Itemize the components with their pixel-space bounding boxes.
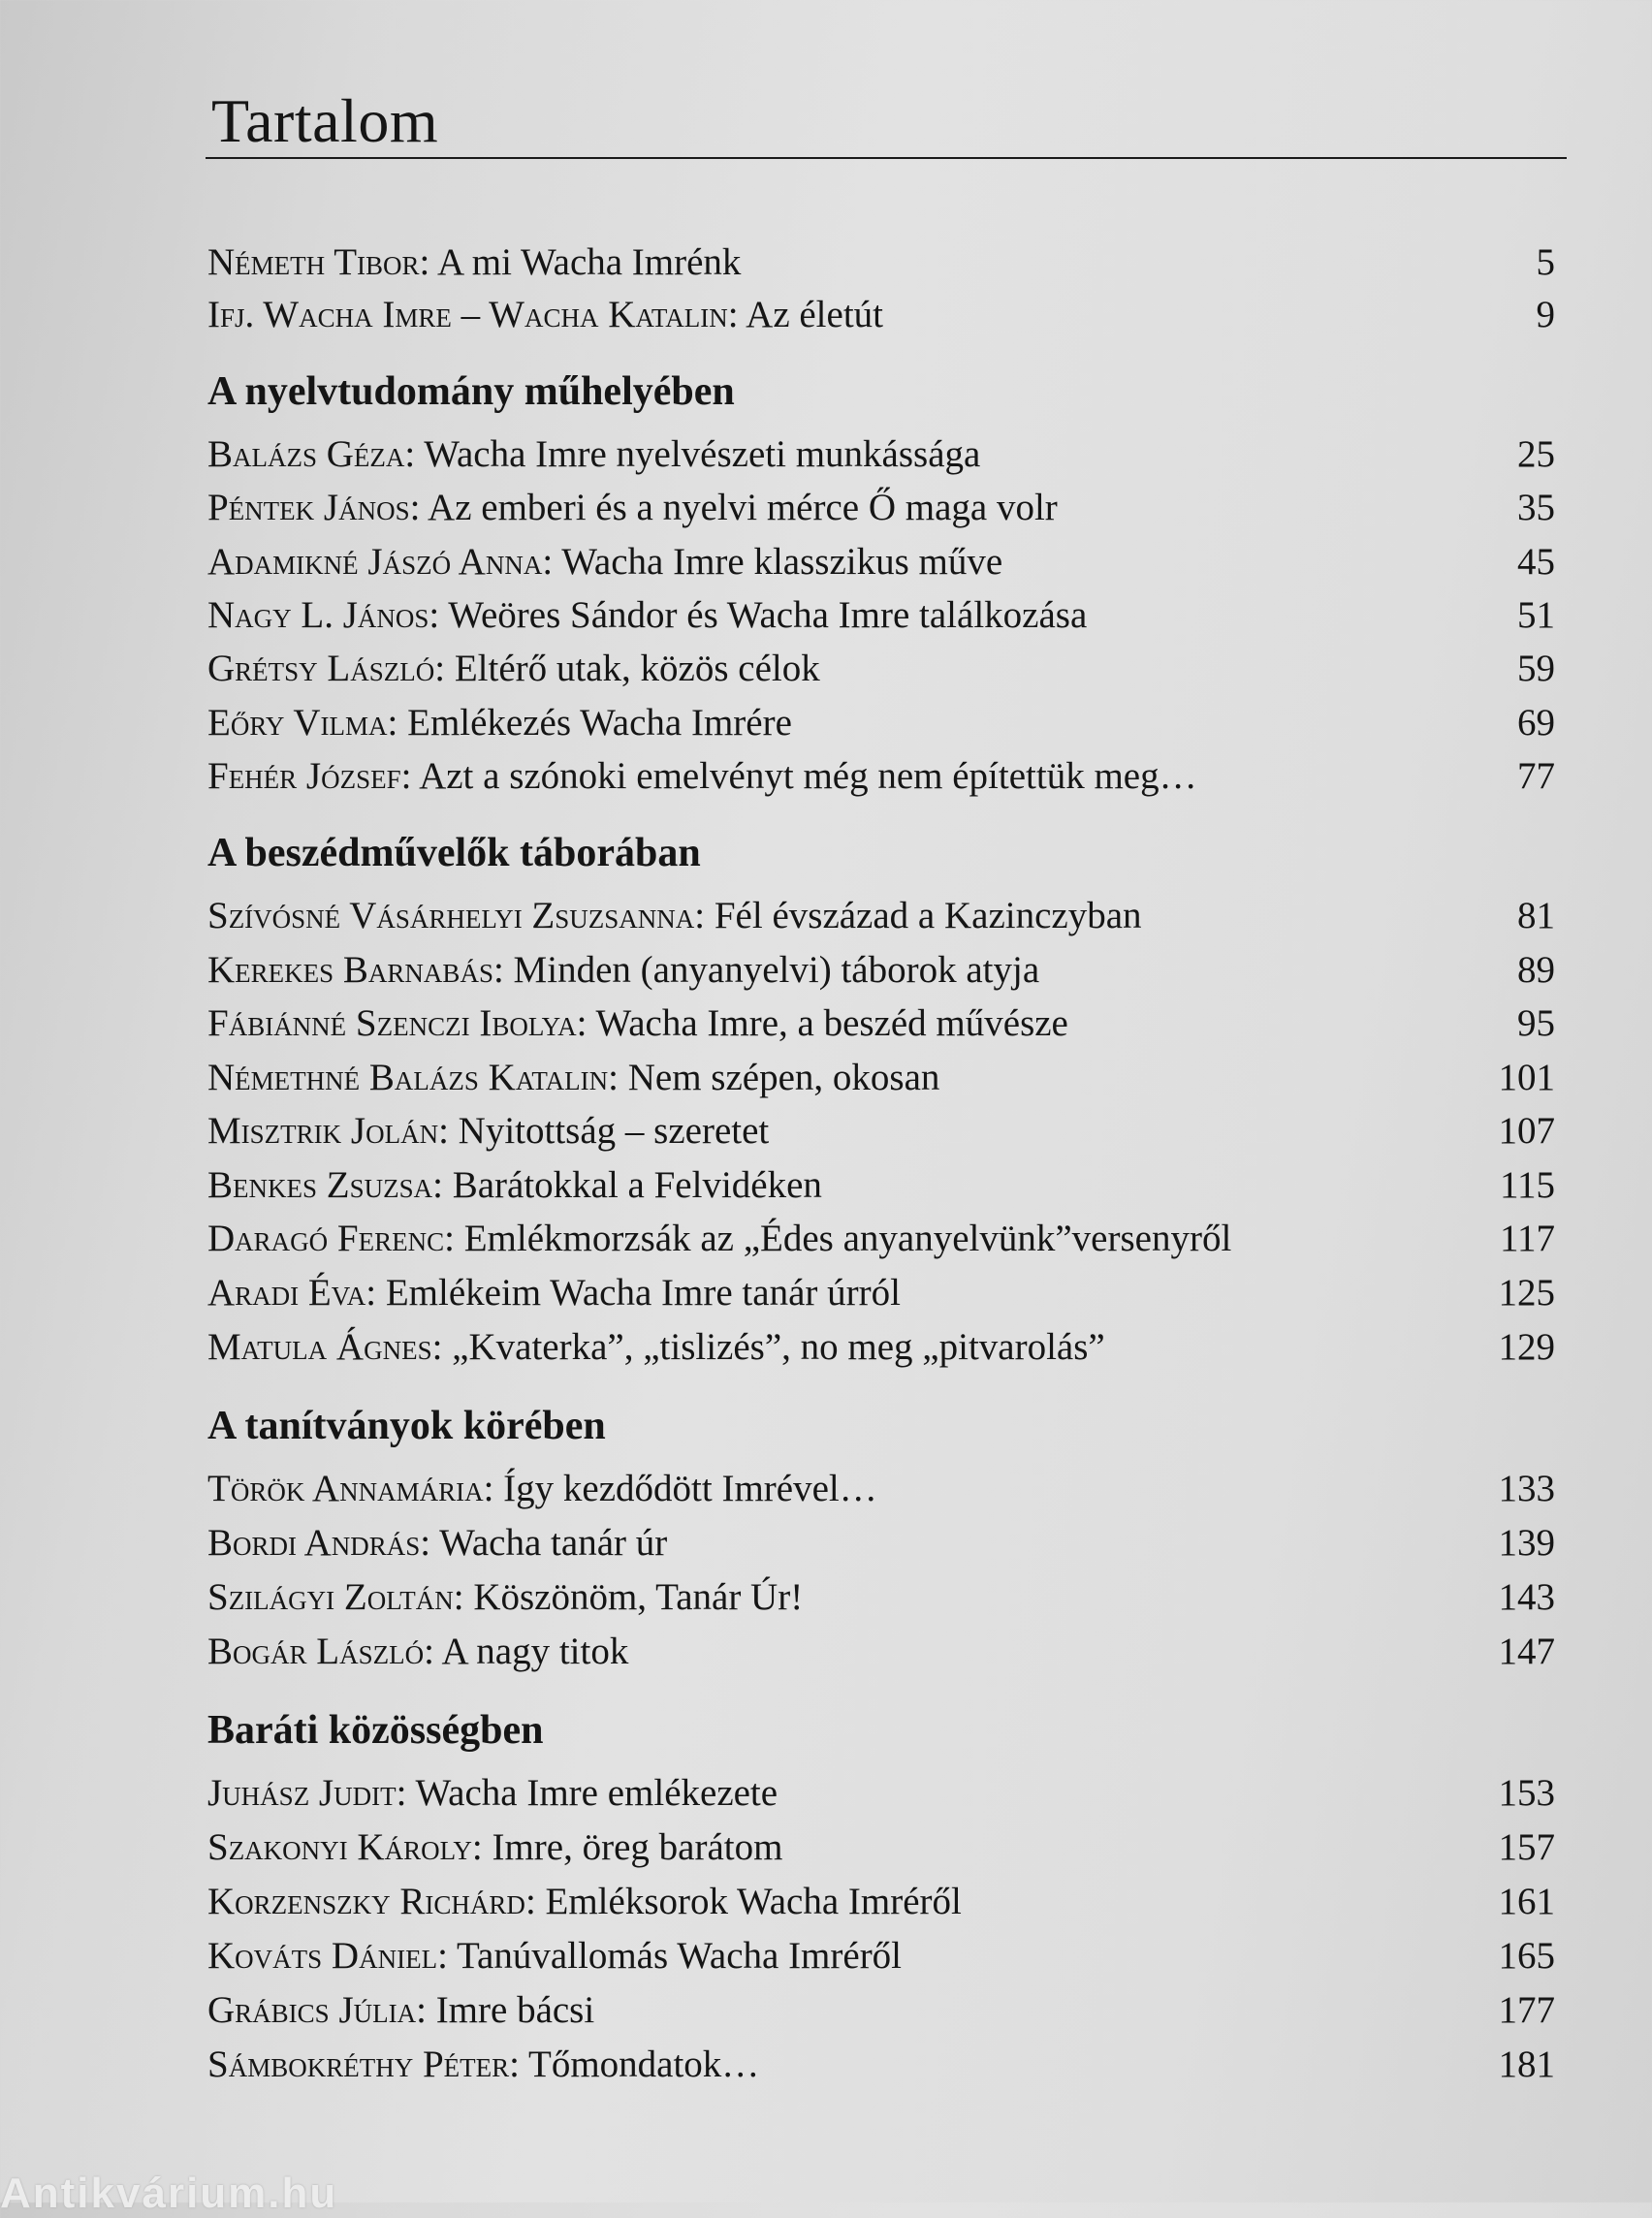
entry-author: Németh Tibor (207, 241, 420, 283)
entry-author: Bordi András (207, 1522, 421, 1564)
entry-author: Aradi Éva (207, 1272, 366, 1314)
toc-entry (207, 1625, 1555, 1679)
entry-title: : Wacha Imre klasszikus műve (542, 541, 1003, 583)
entry-title: : Fél évszázad a Kazinczyban (694, 895, 1142, 936)
entry-title: : Wacha tanár úr (420, 1522, 668, 1564)
entry-page: 51 (1517, 594, 1555, 636)
toc-entry (207, 288, 1555, 342)
entry-author: Misztrik Jolán (207, 1110, 439, 1152)
entry-author: Balázs Géza (207, 433, 405, 475)
entry-title: : Emléksorok Wacha Imréről (524, 1881, 962, 1922)
entry-author: Grábics Júlia (207, 1989, 417, 2031)
entry-author: Fábiánné Szenczi Ibolya (207, 1002, 577, 1044)
toc-entry (207, 749, 1555, 804)
entry-author: Török Annamária (207, 1468, 484, 1509)
entry-title: : Az emberi és a nyelvi mérce Ő maga volr (409, 487, 1058, 528)
toc-entry (207, 1266, 1555, 1320)
toc-entry (207, 1516, 1555, 1570)
entry-author: Daragó Ferenc (207, 1218, 445, 1259)
entry-title: : Azt a szónoki emelvényt még nem építettük meg… (400, 755, 1197, 797)
entry-page: 35 (1517, 487, 1555, 528)
entry-page: 165 (1498, 1935, 1555, 1977)
entry-page: 161 (1498, 1881, 1555, 1922)
entry-page: 69 (1517, 702, 1555, 744)
entry-author: Szívósné Vásárhelyi Zsuzsanna (207, 895, 695, 936)
entry-author: Matula Ágnes (207, 1326, 432, 1368)
entry-title: : Tanúvallomás Wacha Imréről (437, 1935, 903, 1977)
entry-author: Nagy L. János (207, 594, 429, 636)
entry-author: Grétsy László (207, 648, 435, 689)
page-title: Tartalom (211, 86, 439, 155)
entry-title: : Nem szépen, okosan (608, 1057, 940, 1098)
toc-entry (207, 997, 1555, 1051)
entry-page: 107 (1498, 1110, 1555, 1152)
entry-page: 81 (1517, 895, 1555, 936)
toc-entry (207, 1983, 1555, 2038)
toc-entry (207, 1821, 1555, 1875)
entry-page: 89 (1517, 949, 1555, 991)
entry-title: : A mi Wacha Imrénk (419, 241, 742, 283)
entry-author: Némethné Balázs Katalin (207, 1057, 609, 1098)
toc-entry (207, 1212, 1555, 1266)
entry-author: Benkes Zsuzsa (207, 1164, 433, 1206)
entry-page: 59 (1517, 648, 1555, 689)
toc-entry (207, 1051, 1555, 1105)
entry-title: : Imre bácsi (416, 1989, 595, 2031)
entry-author: Ifj. Wacha Imre – Wacha Katalin (207, 294, 728, 335)
entry-author: Korzenszky Richárd (207, 1881, 525, 1922)
entry-page: 139 (1498, 1522, 1555, 1564)
entry-title: : Emlékeim Wacha Imre tanár úrról (365, 1272, 901, 1314)
entry-page: 153 (1498, 1772, 1555, 1814)
entry-page: 25 (1517, 433, 1555, 475)
toc-entry (207, 236, 1555, 290)
entry-page: 133 (1498, 1468, 1555, 1509)
toc-entry (207, 642, 1555, 696)
entry-page: 117 (1499, 1218, 1555, 1259)
section-heading: A tanítványok körében (207, 1404, 606, 1448)
entry-title: : Nyitottság – szeretet (438, 1110, 770, 1152)
entry-title: : A nagy titok (424, 1631, 629, 1672)
entry-page: 181 (1498, 2044, 1555, 2085)
entry-page: 129 (1498, 1326, 1555, 1368)
entry-author: Szilágyi Zoltán (207, 1576, 454, 1618)
title-rule (206, 157, 1567, 159)
entry-page: 101 (1498, 1057, 1555, 1098)
entry-title: : Weöres Sándor és Wacha Imre találkozása (429, 594, 1088, 636)
toc-entry (207, 1570, 1555, 1625)
toc-entry (207, 889, 1555, 943)
entry-page: 45 (1517, 541, 1555, 583)
entry-page: 77 (1517, 755, 1555, 797)
entry-author: Kerekes Barnabás (207, 949, 493, 991)
entry-author: Fehér József (207, 755, 401, 797)
toc-entry (207, 943, 1555, 998)
entry-title: : Eltérő utak, közös célok (434, 648, 820, 689)
entry-author: Kováts Dániel (207, 1935, 438, 1977)
entry-page: 143 (1498, 1576, 1555, 1618)
toc-entry (207, 1104, 1555, 1158)
toc-entry (207, 696, 1555, 750)
toc-entry (207, 1875, 1555, 1929)
entry-page: 5 (1536, 241, 1555, 283)
entry-page: 147 (1498, 1631, 1555, 1672)
entry-title: : „Kvaterka”, „tislizés”, no meg „pitvarolás” (431, 1326, 1105, 1368)
toc-entry (207, 588, 1555, 643)
entry-title: : Így kezdődött Imrével… (483, 1468, 877, 1509)
entry-author: Adamikné Jászó Anna (207, 541, 543, 583)
entry-title: : Wacha Imre, a beszéd művésze (576, 1002, 1068, 1044)
entry-author: Eőry Vilma (207, 702, 388, 744)
entry-page: 177 (1498, 1989, 1555, 2031)
entry-page: 125 (1498, 1272, 1555, 1314)
section-heading: Baráti közösségben (207, 1708, 544, 1753)
toc-entry (207, 1766, 1555, 1821)
section-heading: A nyelvtudomány műhelyében (207, 369, 735, 414)
entry-author: Sámbokréthy Péter (207, 2044, 510, 2085)
toc-entry (207, 481, 1555, 535)
entry-title: : Barátokkal a Felvidéken (432, 1164, 822, 1206)
toc-entry (207, 2038, 1555, 2092)
entry-title: : Emlékmorzsák az „Édes anyanyelvünk”versenyről (444, 1218, 1232, 1259)
entry-author: Juhász Judit (207, 1772, 397, 1814)
entry-page: 115 (1499, 1164, 1555, 1206)
entry-title: : Az életút (727, 294, 884, 335)
entry-page: 9 (1536, 294, 1555, 335)
entry-author: Szakonyi Károly (207, 1826, 472, 1868)
entry-page: 157 (1498, 1826, 1555, 1868)
entry-title: : Imre, öreg barátom (471, 1826, 783, 1868)
entry-title: : Emlékezés Wacha Imrére (387, 702, 792, 744)
watermark: Antikvárium.hu (0, 2170, 338, 2217)
entry-title: : Minden (anyanyelvi) táborok atyja (492, 949, 1040, 991)
entry-title: : Tőmondatok… (509, 2044, 760, 2085)
toc-entry (207, 1158, 1555, 1213)
entry-page: 95 (1517, 1002, 1555, 1044)
toc-entry (207, 1462, 1555, 1516)
entry-title: : Wacha Imre emlékezete (396, 1772, 778, 1814)
section-heading: A beszédművelők táborában (207, 831, 701, 875)
entry-author: Péntek János (207, 487, 410, 528)
toc-entry (207, 428, 1555, 482)
toc-entry (207, 535, 1555, 589)
entry-author: Bogár László (207, 1631, 425, 1672)
toc-entry (207, 1929, 1555, 1983)
entry-title: : Köszönöm, Tanár Úr! (453, 1576, 804, 1618)
entry-title: : Wacha Imre nyelvészeti munkássága (404, 433, 981, 475)
toc-entry (207, 1320, 1555, 1375)
